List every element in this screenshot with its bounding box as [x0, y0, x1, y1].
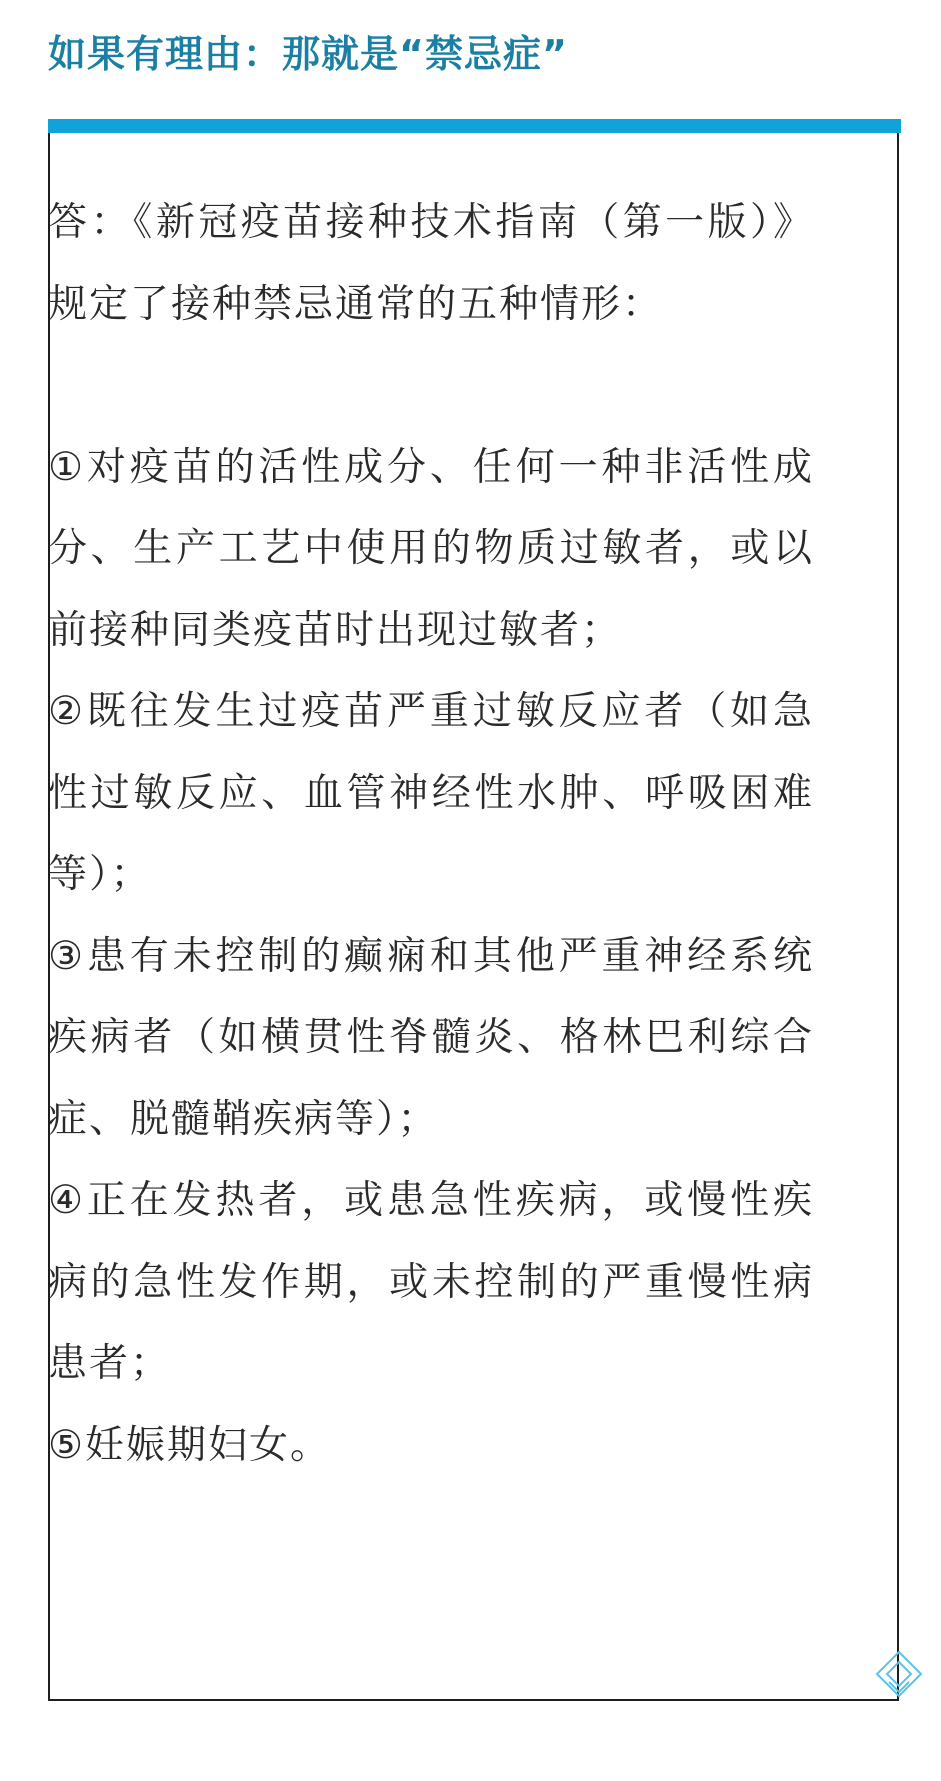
answer-text	[48, 182, 814, 1486]
contraindication-item-3: ③患有未控制的癫痫和其他严重神经系统疾病者（如横贯性脊髓炎、格林巴利综合症、脱髓鞘疾病等）；	[48, 933, 814, 1142]
page-heading: 如果有理由：那就是“禁忌症”	[48, 32, 568, 76]
contraindication-item-4: ④正在发热者，或患急性疾病，或慢性疾病的急性发作期，或未控制的严重慢性病患者；	[48, 1178, 814, 1386]
accent-bar	[48, 119, 901, 133]
contraindication-item-5: ⑤妊娠期妇女。	[48, 1422, 331, 1468]
contraindication-item-2: ②既往发生过疫苗严重过敏反应者（如急性过敏反应、血管神经性水肿、呼吸困难等）；	[48, 689, 814, 897]
contraindication-item-1: ①对疫苗的活性成分、任何一种非活性成分、生产工艺中使用的物质过敏者，或以前接种同类疫苗时出现过敏者；	[48, 444, 814, 653]
diamond-logo-icon	[871, 1648, 927, 1704]
paragraph-gap	[48, 345, 814, 427]
answer-intro: 答：《新冠疫苗接种技术指南（第一版）》规定了接种禁忌通常的五种情形：	[48, 200, 814, 327]
logo-outer-diamond	[877, 1652, 921, 1696]
